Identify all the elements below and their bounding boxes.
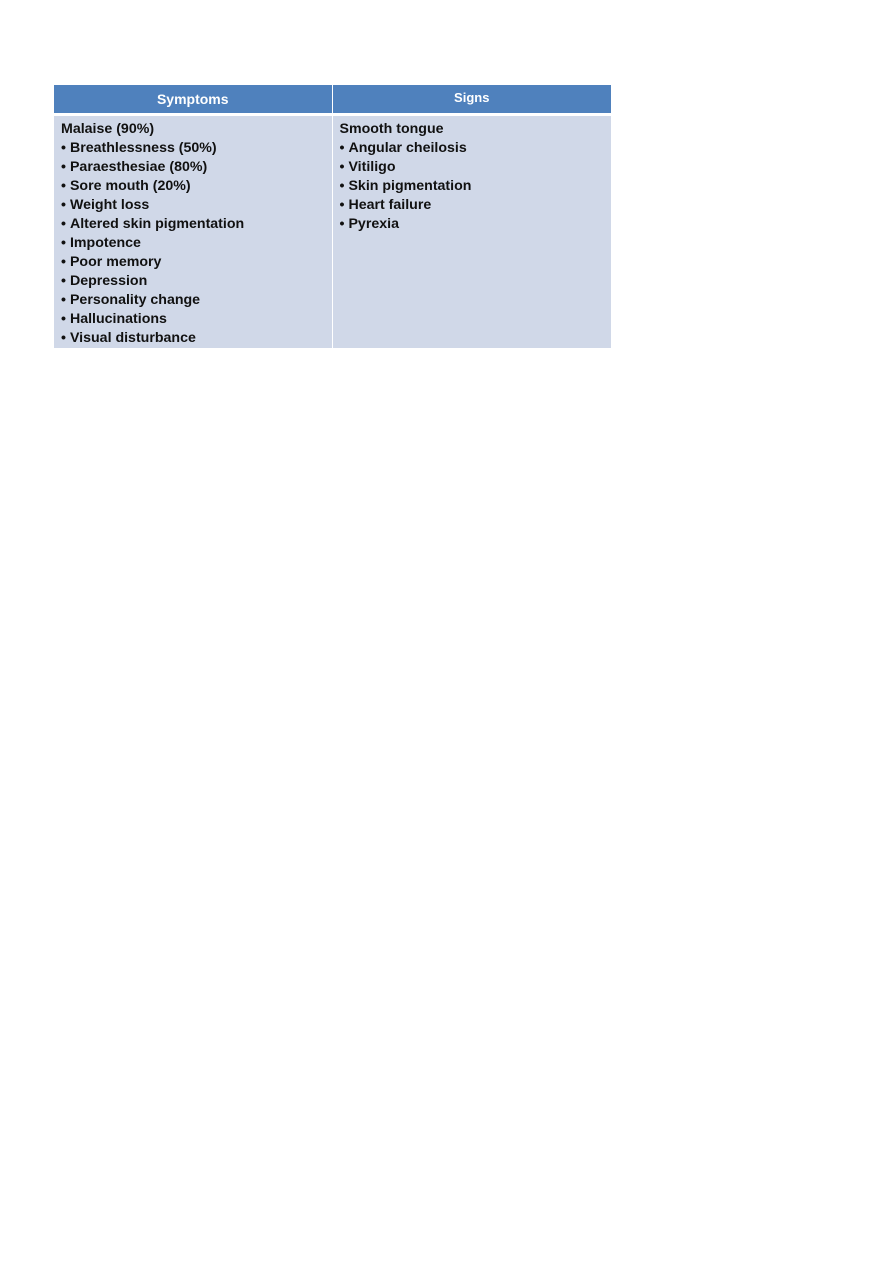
header-signs: Signs bbox=[332, 85, 611, 115]
list-item-label: Hallucinations bbox=[69, 311, 167, 327]
list-item-label: Poor memory bbox=[69, 254, 162, 270]
list-item-label: Breathlessness (50%) bbox=[69, 140, 217, 156]
list-item bbox=[61, 329, 326, 348]
symptom-first: Malaise (90%) bbox=[61, 121, 155, 137]
bullet-icon: • bbox=[61, 330, 66, 346]
symptoms-cell bbox=[54, 115, 332, 349]
bullet-icon: • bbox=[339, 216, 345, 232]
list-item-label: Heart failure bbox=[348, 197, 432, 213]
header-symptoms: Symptoms bbox=[54, 85, 332, 115]
list-item-label: Vitiligo bbox=[348, 159, 396, 175]
list-item-label: Skin pigmentation bbox=[348, 178, 472, 194]
bullet-icon: • bbox=[61, 140, 66, 156]
list-item bbox=[340, 139, 606, 158]
list-item-label: Personality change bbox=[69, 292, 201, 308]
list-item bbox=[61, 291, 326, 310]
list-item bbox=[61, 215, 326, 234]
list-item bbox=[61, 177, 326, 196]
list-item bbox=[340, 215, 606, 234]
list-item bbox=[340, 158, 606, 177]
bullet-icon: • bbox=[61, 159, 66, 175]
list-item-label: Altered skin pigmentation bbox=[69, 216, 245, 232]
list-item-label: Weight loss bbox=[69, 197, 150, 213]
list-item-label: Angular cheilosis bbox=[348, 140, 467, 156]
list-item bbox=[61, 234, 326, 253]
symptoms-signs-table bbox=[54, 85, 611, 348]
list-item-label: Depression bbox=[69, 273, 148, 289]
bullet-icon: • bbox=[339, 159, 345, 175]
sign-first: Smooth tongue bbox=[339, 121, 444, 137]
list-item bbox=[61, 158, 326, 177]
list-item bbox=[61, 139, 326, 158]
bullet-icon: • bbox=[61, 254, 66, 270]
list-item bbox=[61, 310, 326, 329]
bullet-icon: • bbox=[61, 311, 66, 327]
bullet-icon: • bbox=[61, 273, 66, 289]
list-item-label: Visual disturbance bbox=[69, 330, 196, 346]
list-item bbox=[61, 253, 326, 272]
table-header-row bbox=[54, 85, 611, 115]
list-item-label: Paraesthesiae (80%) bbox=[69, 159, 208, 175]
list-item bbox=[61, 196, 326, 215]
table-row bbox=[54, 115, 611, 349]
bullet-icon: • bbox=[61, 178, 66, 194]
symptom-list bbox=[61, 139, 326, 348]
bullet-icon: • bbox=[61, 235, 66, 251]
bullet-icon: • bbox=[339, 140, 345, 156]
list-item-label: Pyrexia bbox=[348, 216, 399, 232]
list-item bbox=[340, 196, 606, 215]
bullet-icon: • bbox=[61, 292, 66, 308]
list-item bbox=[340, 177, 606, 196]
list-item bbox=[61, 272, 326, 291]
sign-list bbox=[340, 139, 606, 234]
bullet-icon: • bbox=[339, 178, 345, 194]
bullet-icon: • bbox=[61, 197, 66, 213]
signs-cell bbox=[332, 115, 611, 349]
list-item-label: Sore mouth (20%) bbox=[69, 178, 191, 194]
bullet-icon: • bbox=[339, 197, 345, 213]
list-item-label: Impotence bbox=[69, 235, 141, 251]
bullet-icon: • bbox=[61, 216, 66, 232]
